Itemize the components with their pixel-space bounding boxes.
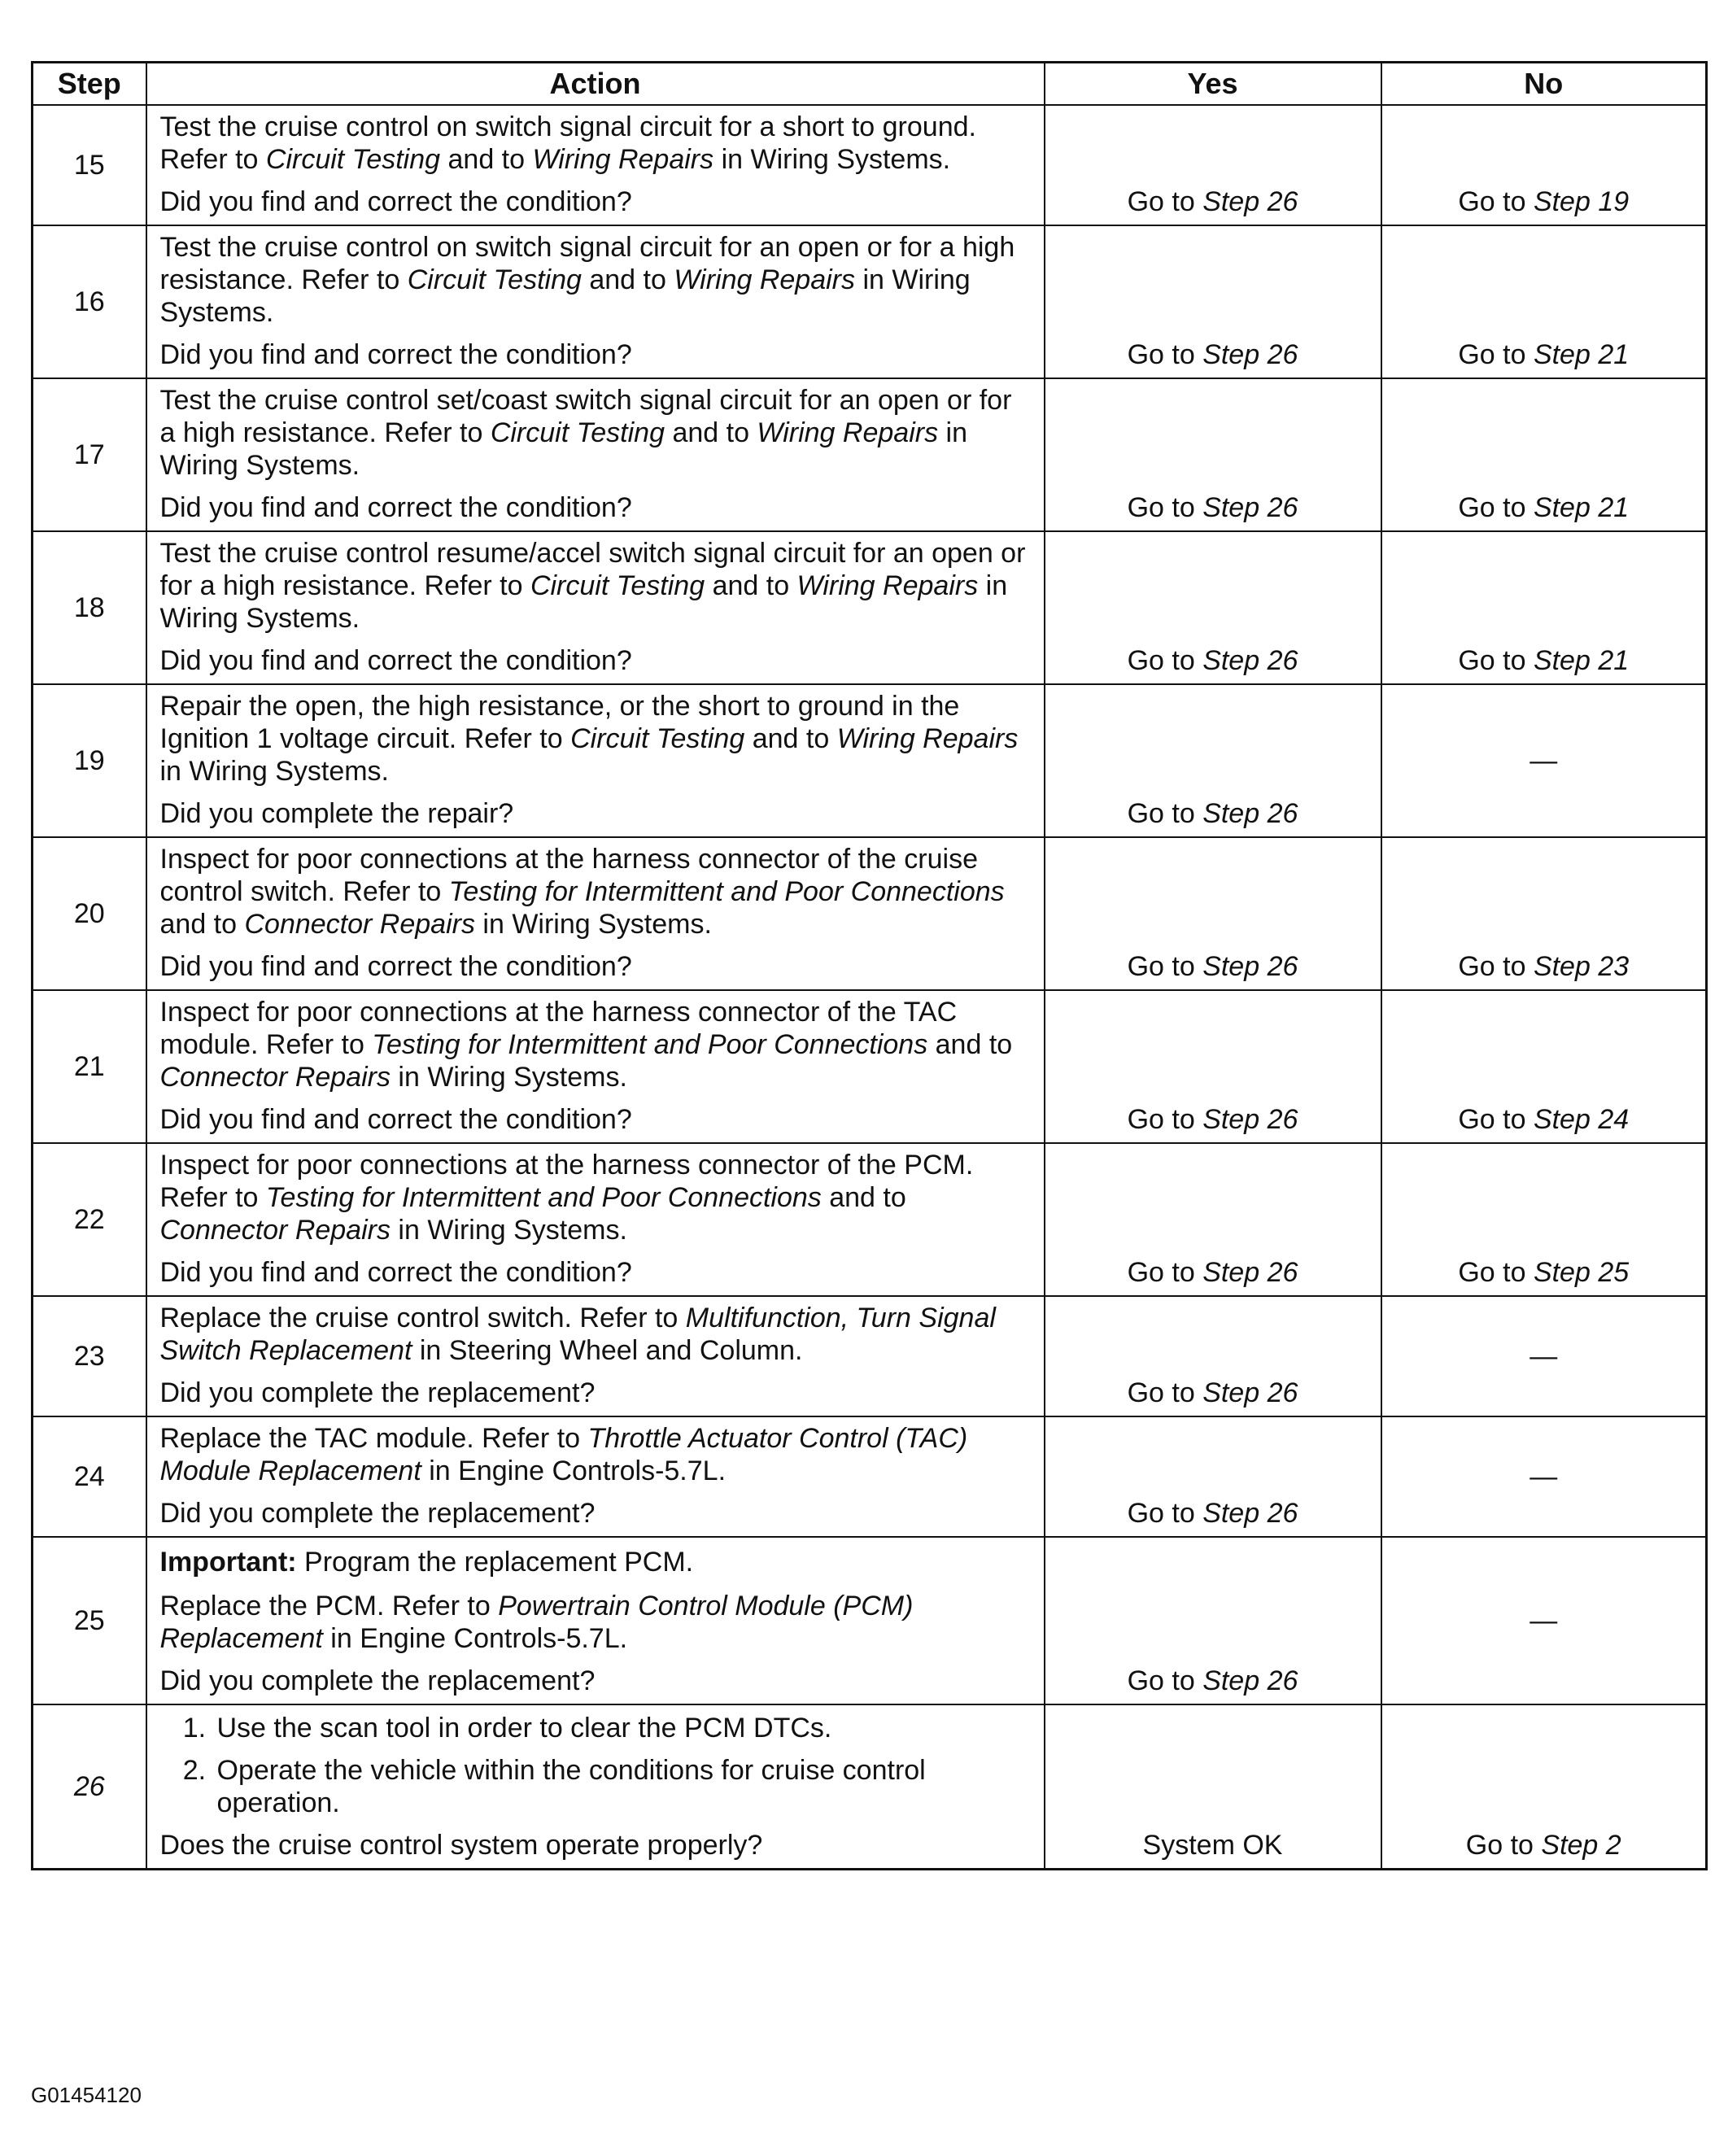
instruction-text: in Wiring Systems.	[159, 570, 1008, 634]
no-step-reference: Step 21	[1533, 339, 1630, 370]
action-instruction	[160, 690, 1032, 788]
action-cell	[146, 1416, 1045, 1537]
no-step-reference: Step 19	[1533, 186, 1630, 217]
step-number: 21	[33, 990, 146, 1143]
document-reference: Wiring Repairs	[674, 264, 855, 295]
instruction-text: in Steering Wheel and Column.	[412, 1335, 803, 1366]
step-number: 16	[33, 225, 146, 378]
no-cell	[1381, 1296, 1707, 1416]
instruction-text: and to	[705, 570, 797, 601]
no-goto-prefix: Go to	[1458, 1257, 1534, 1288]
yes-cell	[1045, 1143, 1381, 1296]
no-cell	[1381, 684, 1707, 837]
table-row	[33, 105, 1707, 225]
table-row	[33, 1296, 1707, 1416]
header-row	[33, 63, 1707, 106]
action-question: Did you complete the replacement?	[159, 1665, 596, 1696]
important-note	[160, 1546, 1032, 1578]
header-yes: Yes	[1045, 63, 1381, 106]
no-step-reference: Step 25	[1533, 1257, 1630, 1288]
yes-goto-prefix: Go to	[1127, 1498, 1203, 1529]
document-reference: Wiring Repairs	[757, 417, 939, 448]
table-row	[33, 1704, 1707, 1870]
procedure-list	[160, 1712, 1032, 1819]
instruction-text: Replace the cruise control switch. Refer to	[159, 1303, 686, 1333]
action-question: Did you complete the replacement?	[159, 1498, 596, 1529]
yes-step-reference: Step 26	[1202, 951, 1298, 982]
action-cell	[146, 105, 1045, 225]
action-cell	[146, 378, 1045, 531]
yes-step-reference: Step 26	[1202, 1498, 1298, 1529]
header-action: Action	[146, 63, 1045, 106]
instruction-text: and to	[821, 1182, 906, 1213]
action-instruction	[160, 231, 1032, 329]
no-step-reference: Step 21	[1533, 492, 1630, 523]
step-number: 24	[33, 1416, 146, 1537]
instruction-text: Test the cruise control on switch signal circuit for a short to ground. Refer to	[159, 111, 976, 175]
yes-goto-prefix: Go to	[1127, 339, 1203, 370]
yes-step-reference: Step 26	[1202, 645, 1298, 676]
yes-goto-prefix: Go to	[1127, 1377, 1203, 1408]
table-row	[33, 1416, 1707, 1537]
yes-step-reference: Step 26	[1202, 1377, 1298, 1408]
step-number: 26	[33, 1704, 146, 1870]
document-reference: Throttle Actuator Control (TAC) Module Replacement	[159, 1423, 968, 1486]
yes-result-text: System OK	[1142, 1830, 1283, 1861]
instruction-text: in Wiring Systems.	[159, 756, 389, 787]
no-cell	[1381, 1416, 1707, 1537]
table-body	[33, 105, 1707, 1870]
table-row	[33, 837, 1707, 990]
action-cell	[146, 225, 1045, 378]
no-step-reference: Step 24	[1533, 1104, 1630, 1135]
action-question: Does the cruise control system operate properly?	[159, 1830, 763, 1861]
table-row	[33, 1537, 1707, 1704]
action-cell	[146, 684, 1045, 837]
instruction-text: in Wiring Systems.	[390, 1062, 627, 1093]
document-reference: Wiring Repairs	[532, 144, 714, 175]
no-goto-prefix: Go to	[1458, 1104, 1534, 1135]
action-question: Did you find and correct the condition?	[159, 492, 632, 523]
instruction-text: Test the cruise control resume/accel switch signal circuit for an open or for a high resistance. Refer to	[159, 538, 1026, 601]
no-cell	[1381, 1143, 1707, 1296]
action-question: Did you find and correct the condition?	[159, 339, 632, 370]
document-reference: Testing for Intermittent and Poor Connections	[448, 876, 1005, 907]
document-reference: Powertrain Control Module (PCM) Replacement	[159, 1591, 914, 1654]
yes-cell	[1045, 684, 1381, 837]
yes-cell	[1045, 531, 1381, 684]
step-number: 22	[33, 1143, 146, 1296]
instruction-text: Replace the PCM. Refer to	[159, 1591, 499, 1621]
step-number: 15	[33, 105, 146, 225]
yes-step-reference: Step 26	[1202, 339, 1298, 370]
table-row	[33, 684, 1707, 837]
not-applicable-dash: —	[1529, 1341, 1558, 1372]
not-applicable-dash: —	[1529, 745, 1558, 776]
yes-cell	[1045, 1537, 1381, 1704]
action-cell	[146, 990, 1045, 1143]
step-number: 25	[33, 1537, 146, 1704]
no-cell	[1381, 531, 1707, 684]
document-reference: Circuit Testing	[265, 144, 441, 175]
yes-step-reference: Step 26	[1202, 798, 1298, 829]
no-cell	[1381, 837, 1707, 990]
instruction-text: Test the cruise control set/coast switch signal circuit for an open or for a high resistance. Refer to	[159, 385, 1012, 448]
step-number: 23	[33, 1296, 146, 1416]
step-number: 18	[33, 531, 146, 684]
no-step-reference: Step 2	[1541, 1830, 1621, 1861]
yes-goto-prefix: Go to	[1127, 492, 1203, 523]
no-goto-prefix: Go to	[1458, 492, 1534, 523]
action-question: Did you find and correct the condition?	[159, 1104, 632, 1135]
instruction-text: and to	[581, 264, 674, 295]
yes-goto-prefix: Go to	[1127, 798, 1203, 829]
document-reference: Connector Repairs	[159, 1215, 391, 1246]
yes-goto-prefix: Go to	[1127, 645, 1203, 676]
no-cell	[1381, 1537, 1707, 1704]
yes-step-reference: Step 26	[1202, 1104, 1298, 1135]
table-row	[33, 378, 1707, 531]
no-cell	[1381, 105, 1707, 225]
action-instruction	[160, 1149, 1032, 1246]
no-step-reference: Step 23	[1533, 951, 1630, 982]
action-cell	[146, 1296, 1045, 1416]
action-instruction	[160, 1302, 1032, 1367]
document-reference: Circuit Testing	[490, 417, 665, 448]
instruction-text: and to	[927, 1029, 1013, 1060]
step-number: 20	[33, 837, 146, 990]
no-goto-prefix: Go to	[1458, 951, 1534, 982]
action-instruction	[160, 537, 1032, 635]
table-row	[33, 990, 1707, 1143]
no-goto-prefix: Go to	[1465, 1830, 1542, 1861]
action-cell	[146, 837, 1045, 990]
table-row	[33, 1143, 1707, 1296]
instruction-text: in Wiring Systems.	[159, 417, 967, 481]
important-text: Program the replacement PCM.	[296, 1547, 694, 1578]
instruction-text: Repair the open, the high resistance, or the short to ground in the Ignition 1 voltage circuit. Refer to	[159, 691, 960, 754]
yes-cell	[1045, 837, 1381, 990]
yes-step-reference: Step 26	[1202, 492, 1298, 523]
document-reference: Circuit Testing	[570, 723, 745, 754]
yes-goto-prefix: Go to	[1127, 1665, 1203, 1696]
document-reference: Wiring Repairs	[796, 570, 979, 601]
instruction-text: and to	[159, 909, 245, 940]
action-instruction	[160, 843, 1032, 941]
no-cell	[1381, 1704, 1707, 1870]
diagnostic-table-container	[31, 61, 1705, 1870]
header-step: Step	[33, 63, 146, 106]
instruction-text: in Wiring Systems.	[474, 909, 712, 940]
yes-cell	[1045, 105, 1381, 225]
document-reference: Wiring Repairs	[836, 723, 1019, 754]
document-reference: Circuit Testing	[530, 570, 705, 601]
instruction-text: Test the cruise control on switch signal circuit for an open or for a high resistance. Refer to	[159, 232, 1015, 295]
table-row	[33, 225, 1707, 378]
yes-step-reference: Step 26	[1202, 1665, 1298, 1696]
instruction-text: and to	[744, 723, 837, 754]
action-instruction	[160, 996, 1032, 1093]
important-label: Important:	[159, 1547, 297, 1578]
action-instruction	[160, 1590, 1032, 1655]
instruction-text: in Wiring Systems.	[390, 1215, 627, 1246]
instruction-text: in Wiring Systems.	[159, 264, 971, 328]
action-question: Did you find and correct the condition?	[159, 186, 632, 217]
yes-cell	[1045, 1416, 1381, 1537]
yes-cell	[1045, 378, 1381, 531]
no-cell	[1381, 378, 1707, 531]
action-question: Did you find and correct the condition?	[159, 645, 632, 676]
action-question: Did you find and correct the condition?	[159, 1257, 632, 1288]
action-cell	[146, 1143, 1045, 1296]
instruction-text: in Engine Controls-5.7L.	[322, 1623, 628, 1654]
yes-cell	[1045, 1704, 1381, 1870]
procedure-item: 2. Operate the vehicle within the conditions for cruise control operation.	[214, 1754, 1032, 1819]
yes-step-reference: Step 26	[1202, 186, 1298, 217]
step-number: 19	[33, 684, 146, 837]
instruction-text: Inspect for poor connections at the harness connector of the PCM. Refer to	[159, 1150, 974, 1213]
step-number: 17	[33, 378, 146, 531]
action-cell	[146, 1704, 1045, 1870]
action-question: Did you complete the repair?	[159, 798, 514, 829]
not-applicable-dash: —	[1529, 1605, 1558, 1636]
action-cell	[146, 531, 1045, 684]
header-no: No	[1381, 63, 1707, 106]
no-goto-prefix: Go to	[1458, 339, 1534, 370]
yes-cell	[1045, 225, 1381, 378]
diagnostic-table	[31, 61, 1708, 1870]
yes-goto-prefix: Go to	[1127, 951, 1203, 982]
action-cell	[146, 1537, 1045, 1704]
no-goto-prefix: Go to	[1458, 645, 1534, 676]
document-reference: Multifunction, Turn Signal Switch Replacement	[159, 1303, 996, 1366]
instruction-text: in Wiring Systems.	[713, 144, 951, 175]
yes-cell	[1045, 990, 1381, 1143]
action-instruction	[160, 384, 1032, 482]
no-cell	[1381, 990, 1707, 1143]
action-instruction	[160, 111, 1032, 176]
instruction-text: Inspect for poor connections at the harness connector of the TAC module. Refer to	[159, 997, 958, 1060]
figure-id: G01454120	[31, 2083, 142, 2107]
no-cell	[1381, 225, 1707, 378]
instruction-text: Replace the TAC module. Refer to	[159, 1423, 588, 1454]
instruction-text: and to	[665, 417, 757, 448]
instruction-text: Inspect for poor connections at the harness connector of the cruise control switch. Refer to	[159, 844, 978, 907]
no-step-reference: Step 21	[1533, 645, 1630, 676]
yes-cell	[1045, 1296, 1381, 1416]
document-reference: Testing for Intermittent and Poor Connections	[372, 1029, 928, 1060]
document-reference: Testing for Intermittent and Poor Connections	[265, 1182, 822, 1213]
document-reference: Connector Repairs	[159, 1062, 391, 1093]
action-instruction	[160, 1422, 1032, 1487]
document-reference: Circuit Testing	[407, 264, 582, 295]
action-question: Did you find and correct the condition?	[159, 951, 632, 982]
document-reference: Connector Repairs	[244, 909, 475, 940]
no-goto-prefix: Go to	[1458, 186, 1534, 217]
procedure-item: 1. Use the scan tool in order to clear the PCM DTCs.	[214, 1712, 1032, 1744]
yes-goto-prefix: Go to	[1127, 1257, 1203, 1288]
instruction-text: in Engine Controls-5.7L.	[421, 1456, 727, 1486]
yes-goto-prefix: Go to	[1127, 186, 1203, 217]
action-question: Did you complete the replacement?	[159, 1377, 596, 1408]
table-row	[33, 531, 1707, 684]
not-applicable-dash: —	[1529, 1461, 1558, 1492]
instruction-text: and to	[440, 144, 533, 175]
yes-goto-prefix: Go to	[1127, 1104, 1203, 1135]
yes-step-reference: Step 26	[1202, 1257, 1298, 1288]
